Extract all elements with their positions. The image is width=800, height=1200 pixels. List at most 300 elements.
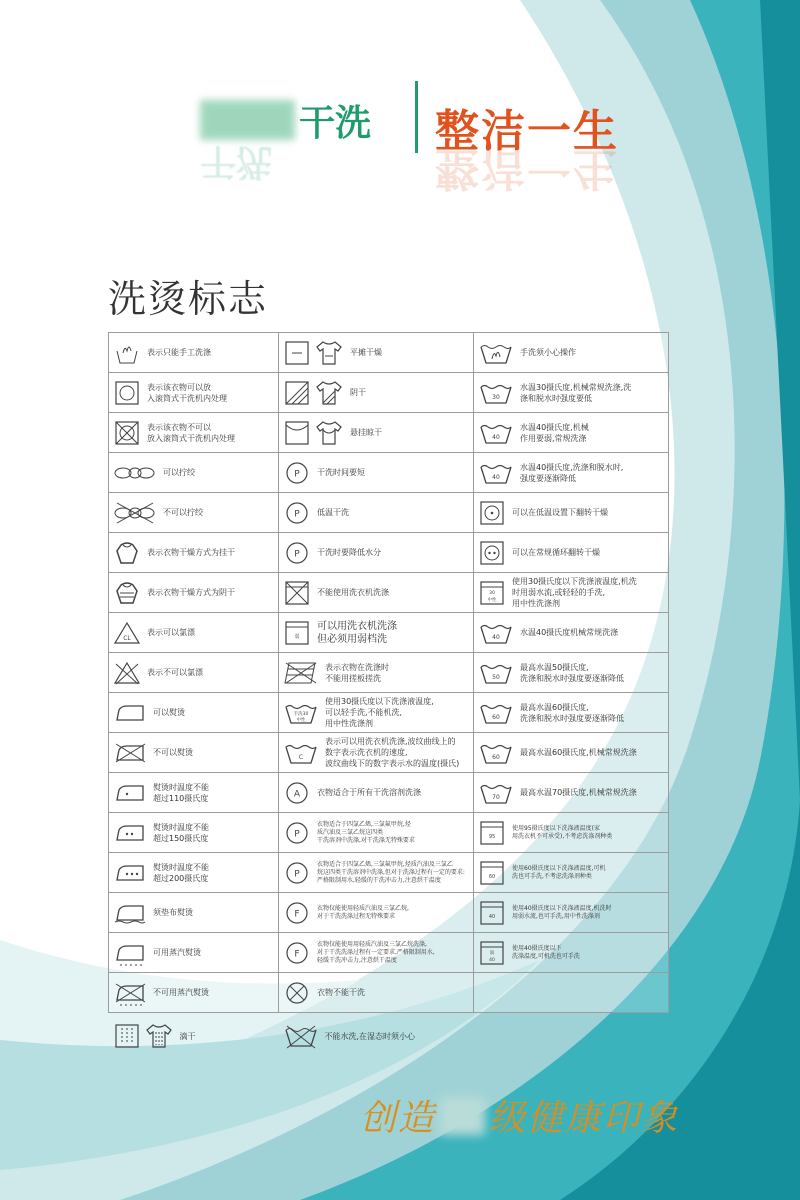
tub-icon [478, 699, 514, 727]
tumble-low-icon [478, 499, 506, 527]
table-row [109, 773, 669, 813]
shade-hang-dry-icon [113, 579, 141, 607]
gentle-machine-icon [283, 619, 311, 647]
care-cell-content [113, 698, 274, 728]
care-label: 使用95摄氏度以下洗涤液温度(家 用洗衣机不可承受),不考虑洗涤剂种类 [512, 824, 613, 840]
care-icons [113, 898, 147, 928]
care-cell [474, 573, 669, 613]
care-icons [113, 339, 141, 367]
header-divider [415, 81, 418, 153]
care-label: 可用蒸汽熨烫 [153, 948, 201, 957]
care-icons [283, 659, 319, 687]
care-label: 阴干 [350, 388, 366, 397]
care-label: 衣物适合于四氯乙烯,三氯氟甲烷,烃 质汽油及三氯乙烷这四类 干洗溶剂中洗涤,对干洗涤无特殊要求 [317, 820, 415, 844]
care-cell [474, 893, 669, 933]
tub-icon [478, 619, 514, 647]
no-bleach-icon [113, 659, 141, 687]
care-cell [474, 933, 669, 973]
care-cell [109, 333, 279, 373]
hang-shirt-icon [314, 419, 344, 447]
svg-text:40: 40 [492, 633, 500, 641]
svg-text:60: 60 [488, 873, 496, 880]
care-cell-content [283, 736, 469, 769]
tub-icon [478, 419, 514, 447]
table-row [109, 893, 669, 933]
table-row [109, 453, 669, 493]
care-cell-content [283, 539, 469, 567]
care-cell-content [478, 899, 664, 927]
no-wring-icon [113, 499, 157, 527]
care-label: 滴干 [179, 1031, 196, 1041]
tub-icon [478, 459, 514, 487]
svg-text:70: 70 [492, 793, 500, 801]
care-icons [283, 379, 344, 407]
footer-part2: 级健康印象 [489, 1098, 680, 1139]
care-cell-content [113, 898, 274, 928]
care-icons [283, 579, 311, 607]
care-cell-content [283, 819, 469, 847]
slogan-reflection: 整洁一生 [435, 143, 619, 194]
line-box-icon [283, 339, 311, 367]
care-cell [474, 813, 669, 853]
care-cell [109, 453, 279, 493]
care-icons [478, 579, 506, 607]
care-cell-content [283, 459, 469, 487]
shade-box-icon [283, 379, 311, 407]
tumble-normal-icon [478, 539, 506, 567]
care-cell-content [478, 819, 664, 847]
care-icons [283, 859, 311, 887]
care-label: 水温40摄氏度,机械 作用要弱,常规洗涤 [520, 422, 589, 443]
hand-wash-icon [113, 339, 141, 367]
table-row [109, 653, 669, 693]
machine-30-icon [478, 579, 506, 607]
care-label: 表示不可以氯漂 [147, 668, 203, 677]
care-icons [113, 738, 147, 768]
iron-2-dot-icon [113, 818, 147, 848]
svg-text:手洗30: 手洗30 [293, 711, 309, 717]
table-row [109, 853, 669, 893]
steam-iron-icon [113, 938, 147, 968]
care-label: 使用40摄氏度以下 洗涤温度,可机洗也可手洗 [512, 944, 580, 960]
drip-box-icon [113, 1022, 141, 1050]
care-icons [283, 339, 344, 367]
care-cell [109, 973, 279, 1013]
care-icons [478, 499, 506, 527]
dryclean-f-icon [283, 899, 311, 927]
care-label: 不能水洗,在湿态时须小心 [324, 1031, 416, 1041]
care-icons [478, 859, 506, 887]
care-cell-content [478, 779, 664, 807]
svg-text:F: F [294, 949, 300, 959]
care-cell-content [113, 978, 274, 1008]
care-cell-content [113, 379, 274, 407]
care-cell-content [478, 459, 664, 487]
care-label: 表示该衣物不可以 放入滚筒式干洗机内处理 [147, 422, 235, 443]
care-label: 最高水温50摄氏度, 洗涤和脱水时强度要逐渐降低 [520, 662, 624, 683]
hand-wash-tub-icon [478, 339, 514, 367]
care-label: 水温30摄氏度,机械常规洗涤,洗 涤和脱水时强度要低 [520, 382, 632, 403]
care-label: 使用30摄氏度以下洗涤液温度, 可以轻手洗,不能机洗, 用中性洗涤剂 [325, 697, 434, 728]
care-label: 最高水温70摄氏度,机械常规洗涤 [520, 788, 637, 797]
care-cell-content [113, 579, 274, 607]
no-steam-iron-icon [113, 978, 147, 1008]
care-icons [283, 699, 319, 727]
wring-icon [113, 459, 157, 487]
care-cell-content [283, 659, 469, 687]
care-cell-content [113, 539, 274, 567]
care-cell [109, 693, 279, 733]
care-label: 使用30摄氏度以下洗涤液温度,机洗 时用弱水流,或轻轻的手洗, 用中性洗涤剂 [512, 577, 637, 608]
dryclean-p-icon [283, 459, 311, 487]
tub-icon [478, 739, 514, 767]
care-cell [474, 1013, 669, 1060]
care-cell [474, 413, 669, 453]
care-cell-content [478, 499, 664, 527]
care-icons [283, 899, 311, 927]
care-cell [279, 493, 474, 533]
care-cell-content [113, 1022, 275, 1050]
care-label: 手洗须小心操作 [520, 348, 576, 357]
svg-text:40: 40 [489, 957, 495, 963]
svg-text:P: P [294, 829, 300, 839]
care-cell-content [113, 619, 274, 647]
care-cell-content [478, 859, 664, 887]
care-cell [474, 453, 669, 493]
care-cell [109, 373, 279, 413]
care-cell-content [478, 659, 664, 687]
care-label: 可以在常规循环翻转干燥 [512, 548, 600, 557]
table-row [109, 493, 669, 533]
care-label: 不可以拧绞 [163, 508, 203, 517]
care-icons [113, 379, 141, 407]
care-icons [113, 659, 141, 687]
care-cell [109, 573, 279, 613]
care-cell-content [478, 699, 664, 727]
footer-blurred-word [440, 1097, 485, 1135]
table-row [109, 373, 669, 413]
care-label: 表示可以用洗衣机洗涤,波纹曲线上的 数字表示洗衣机的速度, 波纹曲线下的数字表示水的温度(摄氏) [325, 737, 460, 768]
care-icons [478, 619, 514, 647]
care-icons [478, 779, 514, 807]
care-cell [279, 773, 474, 813]
care-icons [113, 858, 147, 888]
table-row [109, 813, 669, 853]
no-iron-icon [113, 738, 147, 768]
care-cell [279, 933, 474, 973]
table-row [109, 533, 669, 573]
svg-text:C: C [298, 753, 304, 761]
care-cell [109, 733, 279, 773]
care-label: 熨烫时温度不能 超过110摄氏度 [153, 782, 209, 803]
care-icons [113, 459, 157, 487]
dryclean-p-icon [283, 539, 311, 567]
care-cell [474, 493, 669, 533]
slogan: 整洁一生 [435, 106, 619, 157]
care-icons [113, 698, 147, 728]
svg-text:中性: 中性 [296, 717, 306, 723]
care-label: 使用60摄氏度以下洗涤液温度,可机 洗也可手洗,不考虑洗涤剂种类 [512, 864, 606, 880]
care-cell-content [113, 499, 274, 527]
svg-text:30: 30 [489, 590, 495, 596]
care-cell [109, 493, 279, 533]
care-cell-content [478, 419, 664, 447]
care-cell-content [283, 939, 469, 967]
svg-text:A: A [293, 789, 301, 799]
dryclean-a-icon [283, 779, 311, 807]
care-cell [474, 373, 669, 413]
care-label: 表示只能手工洗涤 [147, 348, 211, 357]
care-label: 可以熨烫 [153, 708, 185, 717]
svg-text:P: P [294, 469, 300, 479]
care-label: 悬挂晾干 [350, 428, 382, 437]
tub-icon [478, 659, 514, 687]
care-symbol-table [108, 332, 669, 1059]
care-label: 表示衣物在洗涤时 不能用搓板搓洗 [325, 662, 389, 683]
care-cell [279, 813, 474, 853]
care-label: 最高水温60摄氏度,机械常规洗涤 [520, 748, 637, 757]
care-cell-content [478, 339, 664, 367]
care-cell [109, 1013, 279, 1060]
table-row [109, 413, 669, 453]
care-cell [279, 973, 474, 1013]
machine-40-icon [478, 899, 506, 927]
care-icons [478, 419, 514, 447]
svg-text:60: 60 [492, 713, 500, 721]
care-cell [109, 853, 279, 893]
care-cell-content [478, 576, 664, 609]
care-label: 可以用洗衣机洗涤 但必须用弱档洗 [317, 620, 397, 645]
svg-text:弱: 弱 [489, 950, 495, 956]
care-cell-content [478, 939, 664, 967]
care-cell-content [283, 339, 469, 367]
care-cell-content [113, 778, 274, 808]
care-cell-content [283, 579, 469, 607]
care-cell-content [478, 539, 664, 567]
care-cell [474, 333, 669, 373]
care-cell [279, 733, 474, 773]
care-label: 干洗时要降低水分 [317, 548, 381, 557]
svg-text:中性: 中性 [487, 597, 497, 603]
svg-text:P: P [294, 549, 300, 559]
svg-text:40: 40 [492, 473, 500, 481]
svg-text:F: F [294, 909, 300, 919]
svg-text:95: 95 [488, 833, 496, 840]
table-row [109, 573, 669, 613]
care-cell-content [478, 379, 664, 407]
care-cell [109, 893, 279, 933]
no-tumble-dry-icon [113, 419, 141, 447]
care-icons [113, 419, 141, 447]
care-cell [279, 413, 474, 453]
care-cell [279, 453, 474, 493]
tumble-dry-icon [113, 379, 141, 407]
care-cell [474, 853, 669, 893]
care-cell [109, 613, 279, 653]
drip-shirt-icon [144, 1022, 174, 1050]
svg-text:弱: 弱 [294, 633, 300, 640]
table-row [109, 933, 669, 973]
care-icons [283, 539, 311, 567]
care-cell-content [113, 419, 274, 447]
table-row [109, 333, 669, 373]
care-icons [113, 978, 147, 1008]
care-cell [279, 653, 474, 693]
care-label: 可以拧绞 [163, 468, 195, 477]
care-cell [109, 653, 279, 693]
care-icons [113, 499, 157, 527]
care-label: 表示可以氯漂 [147, 628, 195, 637]
care-label: 须垫布熨烫 [153, 908, 193, 917]
svg-text:50: 50 [492, 673, 500, 681]
care-cell [279, 1013, 474, 1060]
care-label: 可以在低温设置下翻转干燥 [512, 508, 608, 517]
care-cell [109, 933, 279, 973]
svg-text:30: 30 [492, 393, 500, 401]
svg-text:P: P [294, 509, 300, 519]
care-icons [478, 659, 514, 687]
care-icons [478, 899, 506, 927]
care-cell-content [283, 619, 469, 647]
dryclean-f-icon [283, 939, 311, 967]
care-icons [478, 739, 514, 767]
hang-dry-icon [113, 539, 141, 567]
care-icons [478, 939, 506, 967]
care-icons [113, 818, 147, 848]
machine-95-icon [478, 819, 506, 847]
brand-logo [200, 95, 371, 145]
care-icons [478, 379, 514, 407]
care-cell-content [113, 659, 274, 687]
care-icons [478, 699, 514, 727]
care-icons [283, 459, 311, 487]
care-icons [283, 499, 311, 527]
care-cell-content [283, 1022, 470, 1050]
svg-text:40: 40 [488, 913, 496, 920]
care-icons [478, 819, 506, 847]
no-dryclean-icon [283, 979, 311, 1007]
care-icons [478, 539, 506, 567]
care-label: 表示衣物干燥方式为阴干 [147, 588, 235, 597]
dryclean-p-icon [283, 819, 311, 847]
care-cell-content [113, 938, 274, 968]
care-cell-content [478, 619, 664, 647]
care-icons [478, 339, 514, 367]
care-icons [113, 778, 147, 808]
care-cell [474, 973, 669, 1013]
care-icons [113, 938, 147, 968]
care-cell [279, 573, 474, 613]
machine-60-icon [478, 859, 506, 887]
care-icons [113, 1022, 174, 1050]
care-cell [474, 773, 669, 813]
table-row [109, 973, 669, 1013]
svg-text:CL: CL [123, 634, 131, 642]
care-cell-content [113, 738, 274, 768]
shade-shirt-icon [314, 379, 344, 407]
page-title: 洗烫标志 [108, 277, 269, 321]
no-wash-icon [283, 1022, 319, 1050]
care-cell-content [283, 419, 469, 447]
care-label: 表示该衣物可以放 入滚筒式干洗机内处理 [147, 382, 227, 403]
care-label: 熨烫时温度不能 超过150摄氏度 [153, 822, 209, 843]
footer-part1: 创造 [360, 1098, 437, 1139]
svg-text:40: 40 [492, 433, 500, 441]
care-label: 干洗时间要短 [317, 468, 365, 477]
care-label: 平摊干燥 [350, 348, 382, 357]
care-label: 低温干洗 [317, 508, 349, 517]
brand-suffix: 干洗 [299, 102, 372, 144]
dryclean-p-icon [283, 499, 311, 527]
care-icons [113, 539, 141, 567]
care-label: 最高水温60摄氏度, 洗涤和脱水时强度要逐渐降低 [520, 702, 624, 723]
care-cell-content [113, 858, 274, 888]
care-cell-content [113, 339, 274, 367]
care-icons [283, 419, 344, 447]
care-icons [113, 619, 141, 647]
table-row [109, 1013, 669, 1060]
machine-40-gentle-icon [478, 939, 506, 967]
care-icons [478, 459, 514, 487]
care-icons [113, 579, 141, 607]
tub-icon [478, 779, 514, 807]
care-cell [279, 693, 474, 733]
shirt-icon [314, 339, 344, 367]
iron-3-dot-icon [113, 858, 147, 888]
care-cell-content [113, 459, 274, 487]
care-label: 衣物仅能使用用轻质汽油及三氯乙烷洗涤, 对于干洗洗涤过程有一定要求,严格限制用水, 轻缓干洗冲击力,注意烘干温度 [317, 940, 435, 964]
care-icons [283, 939, 311, 967]
care-label: 水温40摄氏度机械常规洗涤 [520, 628, 619, 637]
care-cell [279, 853, 474, 893]
svg-text:P: P [294, 869, 300, 879]
care-cell [474, 693, 669, 733]
care-cell [474, 653, 669, 693]
care-cell [109, 813, 279, 853]
care-label: 熨烫时温度不能 超过200摄氏度 [153, 862, 209, 883]
care-label: 衣物仅能使用轻质汽油及三氯乙烷, 对于干洗洗涤过程无特殊要求 [317, 904, 409, 920]
table-row [109, 693, 669, 733]
care-icons [283, 979, 311, 1007]
care-cell-content [283, 499, 469, 527]
care-cell [109, 413, 279, 453]
care-cell [279, 373, 474, 413]
svg-text:60: 60 [492, 753, 500, 761]
iron-1-dot-icon [113, 778, 147, 808]
hang-box-icon [283, 419, 311, 447]
care-icons [283, 779, 311, 807]
table-row [109, 733, 669, 773]
care-icons [283, 819, 311, 847]
tub-icon [283, 739, 319, 767]
care-label: 表示衣物干燥方式为挂干 [147, 548, 235, 557]
care-cell-content [283, 899, 469, 927]
care-cell [279, 333, 474, 373]
care-cell [474, 533, 669, 573]
no-machine-wash-icon [283, 579, 311, 607]
care-label: 水温40摄氏度,洗涤和脱水时, 强度要逐渐降低 [520, 462, 624, 483]
care-icons [283, 619, 311, 647]
care-cell [279, 613, 474, 653]
dryclean-p-icon [283, 859, 311, 887]
iron-icon [113, 698, 147, 728]
care-label: 不能使用洗衣机洗涤 [317, 588, 389, 597]
bleach-cl-icon [113, 619, 141, 647]
care-cell [279, 893, 474, 933]
care-cell [474, 613, 669, 653]
no-washboard-icon [283, 659, 319, 687]
footer-slogan [360, 1090, 679, 1141]
